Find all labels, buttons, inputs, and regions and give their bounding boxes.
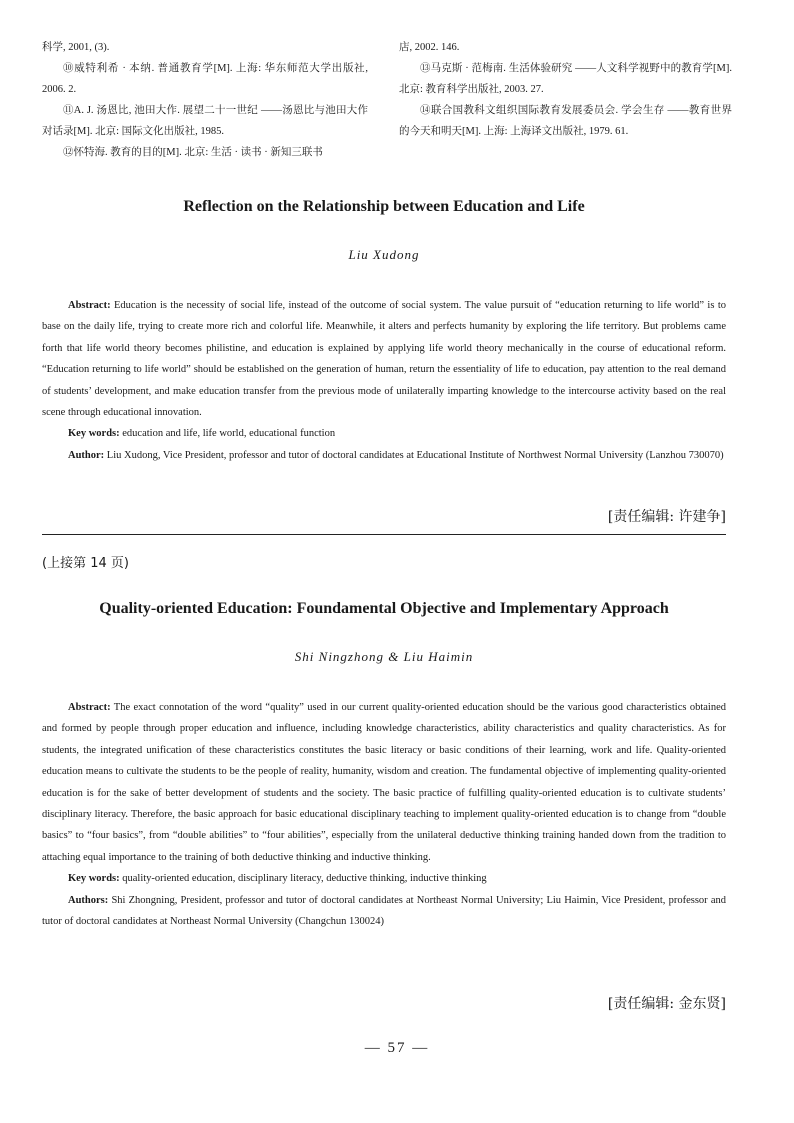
abstract-label: Abstract: bbox=[68, 300, 111, 311]
author-info-text: Liu Xudong, Vice President, professor and tutor of doctoral candidates at Educational Institute of Northwest Normal University (Lanzhou 730070) bbox=[106, 449, 724, 461]
author-label: Author: bbox=[68, 449, 105, 461]
abstract bbox=[42, 295, 726, 423]
reference-entry: 店, 2002. 146. bbox=[399, 42, 460, 53]
article-title: Reflection on the Relationship between Education and Life bbox=[183, 198, 585, 215]
article-authors: Shi Ningzhong & Liu Haimin bbox=[294, 649, 474, 664]
reference-entry: ⑭联合国教科文组织国际教育发展委员会. 学会生存 ——教育世界的今天和明天[M]. 上海: 上海译文出版社, 1979. 61. bbox=[399, 105, 732, 137]
keywords-label: Key words: bbox=[68, 428, 120, 440]
keywords-label: Key words: bbox=[68, 873, 120, 885]
reference-entry: ⑫怀特海. 教育的目的[M]. 北京: 生活 · 读书 · 新知三联书 bbox=[63, 147, 323, 158]
keywords bbox=[42, 868, 726, 889]
article-title: Quality-oriented Education: Foundamental Objective and Implementary Approach bbox=[99, 600, 669, 617]
author-info bbox=[42, 445, 726, 466]
abstract-label: Abstract: bbox=[68, 702, 111, 713]
author-info bbox=[42, 890, 726, 933]
keywords-text: education and life, life world, educational function bbox=[122, 428, 336, 440]
responsible-editor: [责任编辑: 金东贤] bbox=[607, 996, 726, 1012]
article-reflection-education-life bbox=[42, 196, 726, 466]
page-number: — 57 — bbox=[364, 1040, 430, 1056]
article-quality-oriented-education bbox=[42, 598, 726, 932]
section-divider bbox=[42, 534, 726, 535]
reference-entry: 科学, 2001, (3). bbox=[42, 42, 110, 53]
reference-entry: ⑩威特利希 · 本纳. 普通教育学[M]. 上海: 华东师范大学出版社, 2006. 2. bbox=[42, 63, 368, 95]
abstract bbox=[42, 697, 726, 868]
references-right-column bbox=[399, 37, 732, 142]
abstract-text: The exact connotation of the word “quality” used in our current quality-oriented education should be the various good characteristics obtained and formed by people through proper education and influence, including knowledge characteristics, ability characteristics and quality characteristics. As for students, the integrated unification of these characteristics constitutes the basic literacy or basic conditions of their learning, work and life. Quality-oriented education means to cultivate the students to be the people of reality, humanity, wisdom and creation. The fundamental objective of implementing quality-oriented education is for the sake of better development of students and the society. The basic practice of fulfilling quality-oriented education is to cultivate students’ disciplinary literacy. Therefore, the basic approach for basic educational disciplinary teaching to implement quality-oriented education is to change from “double basics” to “four basics”, from “double abilities” to “four abilities”, especially from the unilateral deductive thinking training handed down from the tradition to attaching equal importance to the training of both deductive thinking and inductive thinking. bbox=[42, 702, 726, 863]
continued-from-note: (上接第 14 页) bbox=[42, 556, 129, 571]
author-info-text: Shi Zhongning, President, professor and tutor of doctoral candidates at Northeast Normal University; Liu Haimin, Vice President, professor and tutor of doctoral candidates at Northeast Normal University (Changchun 130024) bbox=[42, 894, 727, 928]
references-left-column bbox=[42, 37, 368, 163]
author-label: Authors: bbox=[68, 894, 109, 906]
article-authors: Liu Xudong bbox=[348, 247, 420, 262]
abstract-text: Education is the necessity of social life, instead of the outcome of social system. The value pursuit of “education returning to life world” is to base on the daily life, trying to create more rich and colorful life. Meanwhile, it alters and perfects humanity by exploring the life territory. But problems came forth that life world theory becomes philistine, and education is explained by applying life world theory mechanically in the course of educational reform. “Education returning to life world” should be established on the generation of human, return the essentiality of life to education, pay attention to the real demand of students’ development, and make education transfer from the previous mode of unilaterally imparting knowledge to the intercourse activity based on the real scene through educational innovation. bbox=[42, 300, 727, 419]
keywords bbox=[42, 423, 726, 444]
responsible-editor: [责任编辑: 许建争] bbox=[607, 509, 726, 525]
keywords-text: quality-oriented education, disciplinary literacy, deductive thinking, inductive thinking bbox=[122, 873, 487, 885]
reference-entry: ⑬马克斯 · 范梅南. 生活体验研究 ——人文科学视野中的教育学[M]. 北京: 教育科学出版社, 2003. 27. bbox=[399, 63, 732, 95]
reference-entry: ⑪A. J. 汤恩比, 池田大作. 展望二十一世纪 ——汤恩比与池田大作对话录[M]. 北京: 国际文化出版社, 1985. bbox=[42, 105, 368, 137]
